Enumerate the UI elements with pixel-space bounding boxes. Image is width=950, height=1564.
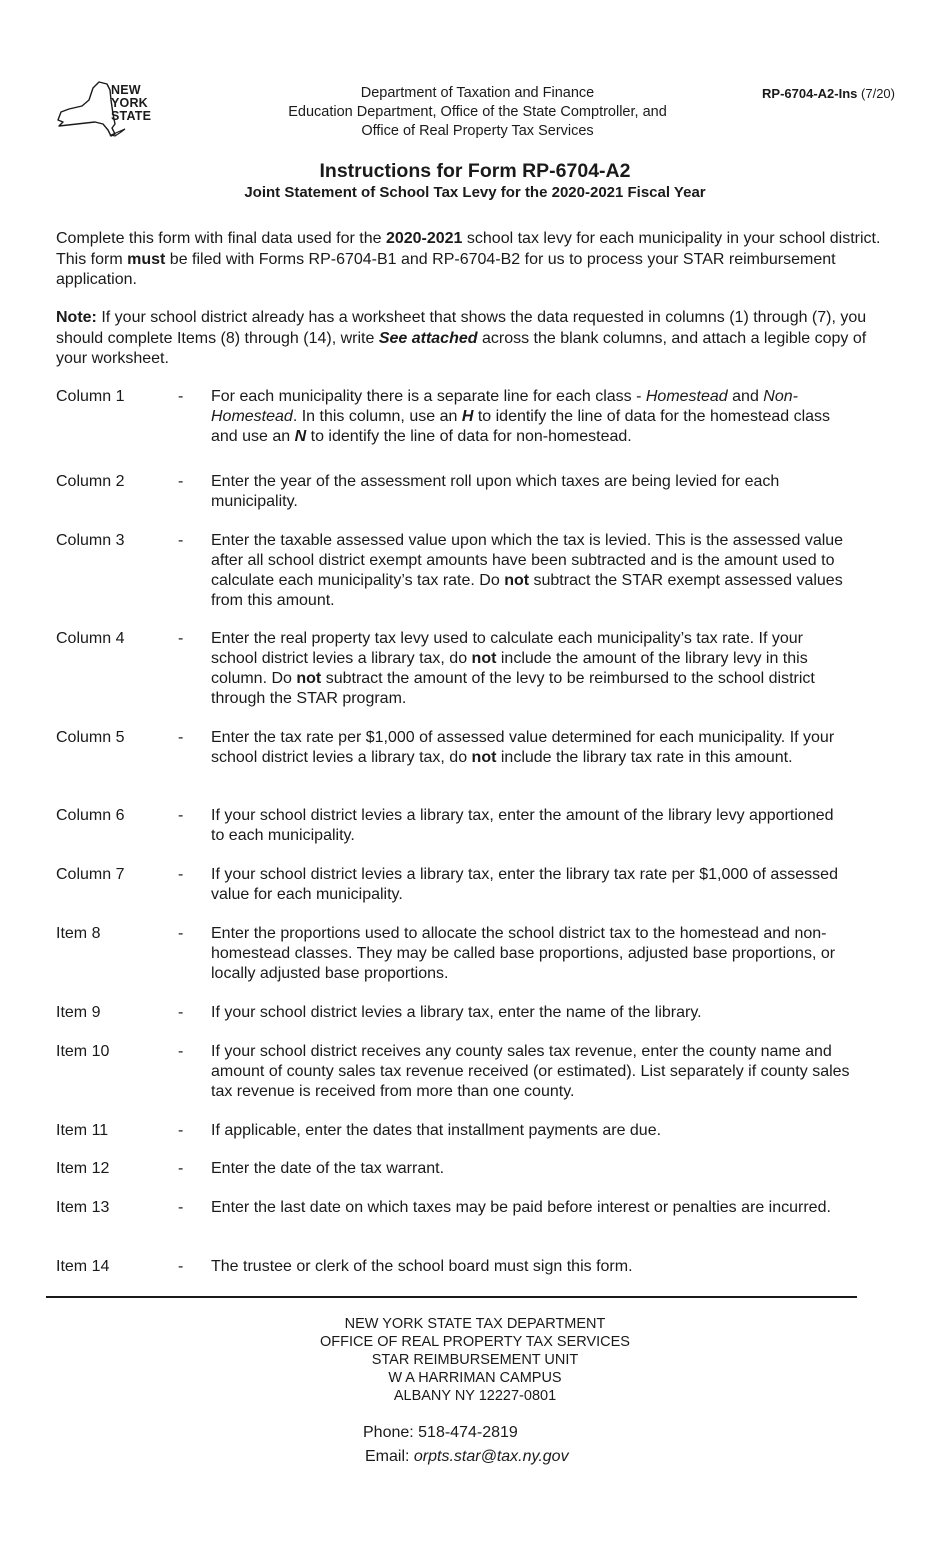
page-subtitle: Joint Statement of School Tax Levy for the 2020-2021 Fiscal Year [244, 184, 706, 201]
instruction-text: If applicable, enter the dates that installment payments are due. [211, 1122, 662, 1139]
instruction-text: Enter the year of the assessment roll upon which taxes are being levied for each municipality. [211, 473, 780, 510]
instruction-label: Item 14 [56, 1258, 110, 1275]
separator-dash: - [178, 532, 184, 549]
instruction-label: Column 1 [56, 388, 125, 405]
instruction-text: Enter the date of the tax warrant. [211, 1160, 445, 1177]
instruction-text: For each municipality there is a separate line for each class - Homestead and Non-Homestead. In this column, use an H to identify the line of data for the homestead class and use an N to identify the line of data for non-homestead. [211, 388, 831, 445]
instruction-label: Column 3 [56, 532, 125, 549]
separator-dash: - [178, 1160, 184, 1177]
page-title: Instructions for Form RP-6704-A2 [319, 160, 631, 182]
instruction-text: Enter the last date on which taxes may be paid before interest or penalties are incurred. [211, 1199, 831, 1216]
instruction-label: Column 6 [56, 807, 125, 824]
dept-line: Education Department, Office of the State Comptroller, and [288, 104, 667, 120]
note-text: across the blank columns, and attach a legible copy of your worksheet. [56, 329, 867, 367]
instruction-label: Column 5 [56, 729, 125, 746]
instruction-label: Column 7 [56, 866, 125, 883]
separator-dash: - [178, 1258, 184, 1275]
note-emphasis: See attached [378, 329, 478, 347]
separator-dash: - [178, 807, 184, 824]
instruction-text: Enter the tax rate per $1,000 of assessed value determined for each municipality. If your school district levies a library tax, do not include the library tax rate in this amount. [211, 729, 835, 766]
address-line: W A HARRIMAN CAMPUS [388, 1370, 562, 1386]
instruction-text: If your school district levies a library tax, enter the name of the library. [211, 1004, 702, 1021]
instruction-text: The trustee or clerk of the school board must sign this form. [211, 1258, 633, 1275]
instruction-label: Item 11 [56, 1122, 109, 1139]
separator-dash: - [178, 388, 184, 405]
address-line: STAR REIMBURSEMENT UNIT [371, 1352, 579, 1368]
instruction-label: Item 10 [56, 1043, 110, 1060]
instruction-text: Enter the real property tax levy used to calculate each municipality’s tax rate. If your school district levies a library tax, do not include the amount of the library levy in this column. Do not subtract the amount of the levy to be reimbursed to the school district through the STAR program. [211, 630, 815, 707]
dept-line: Department of Taxation and Finance [360, 85, 595, 101]
note-paragraph [56, 308, 896, 370]
instruction-label: Column 4 [56, 630, 125, 647]
intro-year: 2020-2021 [385, 230, 463, 247]
instruction-label: Column 2 [56, 473, 125, 490]
dept-line: Office of Real Property Tax Services [361, 123, 594, 139]
address-line: ALBANY NY 12227-0801 [393, 1388, 557, 1404]
intro-text: school tax levy for each municipality in your school district. This form [56, 230, 881, 268]
instruction-text: Enter the proportions used to allocate the school district tax to the homestead and non-homestead classes. They may be called base proportions, adjusted base proportions, or locally adjusted base proportions. [211, 925, 836, 982]
logo-line: YORK [111, 96, 148, 110]
instruction-label: Item 9 [56, 1004, 101, 1021]
note-text: If your school district already has a worksheet that shows the data requested in columns (1) through (7), you should complete Items (8) through (14), write [56, 309, 867, 347]
note-label: Note: [56, 309, 97, 326]
intro-text: be filed with Forms RP-6704-B1 and RP-6704-B2 for us to process your STAR reimbursement application. [56, 250, 836, 288]
separator-dash: - [178, 473, 184, 490]
instruction-label: Item 13 [56, 1199, 110, 1216]
separator-dash: - [178, 1122, 184, 1139]
separator-dash: - [178, 1043, 184, 1060]
instruction-text: If your school district levies a library tax, enter the amount of the library levy apportioned to each municipality. [211, 807, 834, 844]
intro-paragraph [56, 229, 896, 291]
form-date: (7/20) [861, 86, 895, 101]
section-divider [46, 1296, 857, 1298]
separator-dash: - [178, 925, 184, 942]
department-header [260, 84, 695, 141]
separator-dash: - [178, 866, 184, 883]
intro-emphasis: must [127, 250, 166, 268]
instruction-label: Item 12 [56, 1160, 110, 1177]
instruction-label: Item 8 [56, 925, 101, 942]
intro-text: Complete this form with final data used for the [56, 230, 386, 247]
form-id: RP-6704-A2-Ins [762, 86, 858, 101]
logo-wordmark [111, 84, 151, 123]
address-line: OFFICE OF REAL PROPERTY TAX SERVICES [320, 1334, 630, 1350]
separator-dash: - [178, 1004, 184, 1021]
separator-dash: - [178, 729, 184, 746]
contact-phone: Phone: 518-474-2819 [363, 1424, 518, 1441]
instruction-text: If your school district receives any county sales tax revenue, enter the county name and amount of county sales tax revenue received (or estimated). List separately if county sales tax revenue is received from more than one county. [211, 1043, 850, 1100]
email-address[interactable]: orpts.star@tax.ny.gov [413, 1448, 569, 1465]
instruction-text: If your school district levies a library tax, enter the library tax rate per $1,000 of assessed value for each municipality. [211, 866, 838, 903]
separator-dash: - [178, 630, 184, 647]
separator-dash: - [178, 1199, 184, 1216]
logo-line: NEW [111, 83, 141, 97]
form-identifier [762, 86, 895, 101]
instruction-text: Enter the taxable assessed value upon which the tax is levied. This is the assessed value after all school district exempt amounts have been subtracted and is the amount used to calculate each municipality’s tax rate. Do not subtract the STAR exempt assessed values from this amount. [211, 532, 844, 609]
logo-line: STATE [111, 109, 152, 123]
contact-email [365, 1448, 569, 1466]
mailing-address [250, 1315, 700, 1405]
address-line: NEW YORK STATE TAX DEPARTMENT [344, 1316, 606, 1332]
email-label: Email: [365, 1448, 414, 1465]
